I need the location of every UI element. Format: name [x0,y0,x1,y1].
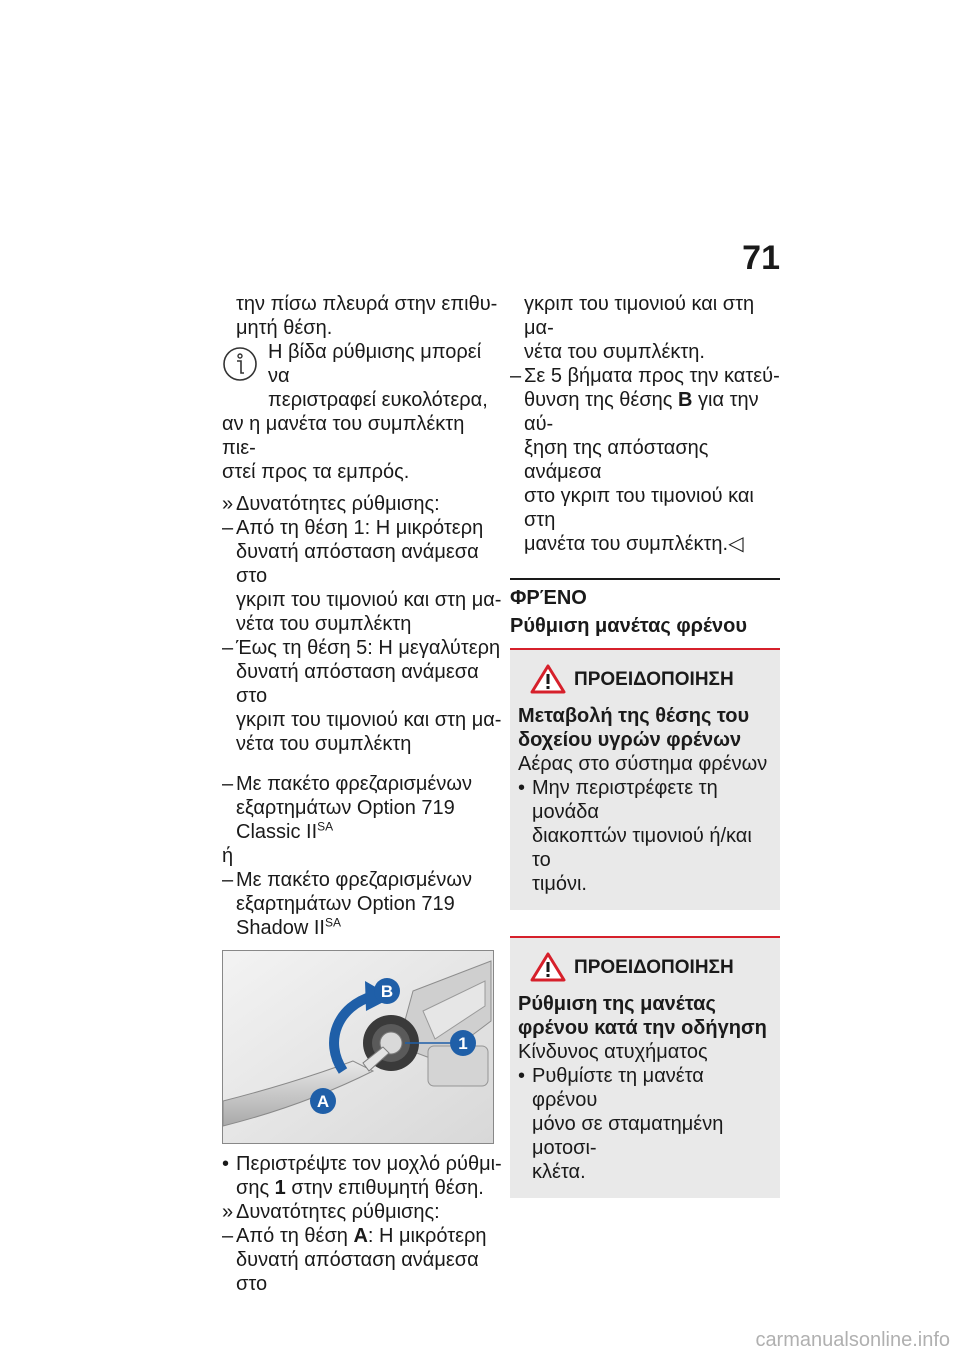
warning-cause: Αέρας στο σύστημα φρένων [518,753,768,775]
sa-mark: SA [324,915,341,930]
note-line: αν η μανέτα του συμπλέκτη πιε- [222,413,465,459]
package-condition: – Με πακέτο φρεζαρισμένων εξαρτημάτων Option 719 Shadow $II^{SA}$ [222,869,472,939]
possibilities-heading: » Δυνατότητες ρύθμισης: [222,1201,440,1223]
clutch-lever-photo [222,950,494,1144]
left-column [222,292,502,1296]
callout-b: B [380,982,394,1001]
possibilities-heading: » Δυνατότητες ρύθμισης: [222,493,440,515]
bullet-mark: • [518,777,526,799]
note-line: στεί προς τα εμπρός. [222,461,410,483]
warning-title: δοχείου υγρών φρένων [518,729,742,751]
package-condition: – Με πακέτο φρεζαρισμένων εξαρτημάτων Option 719 Classic $II^{SA}$ [222,773,472,843]
continued-text [222,292,502,340]
info-note [222,340,502,484]
step-item: • Περιστρέψτε τον μοχλό ρύθμι- σης 1 στην επιθυμητή θέση. [222,1153,502,1199]
note-line: περιστραφεί ευκολότερα, [268,389,488,411]
warning-title: Ρύθμιση της μανέτας [518,993,716,1015]
warning-label: ΠΡΟΕΙΔΟΠΟΙΗΣΗ [574,669,734,690]
option-item: – Από τη θέση A: Η μικρότερη δυνατή απόσταση ανάμεσα στο [222,1225,487,1295]
bullet-mark: • [518,1065,526,1087]
warning-box [510,938,780,1198]
warning-title: Μεταβολή της θέσης του [518,705,750,727]
right-column [510,292,780,1198]
text-line: μητή θέση. [236,317,333,339]
dash-mark: – [222,869,234,891]
warning-triangle-icon [530,952,566,982]
dash-mark: – [222,773,234,795]
warning-box [510,650,780,910]
dash-mark: – [510,365,522,387]
note-line: Η βίδα ρύθμισης μπορεί να [268,341,482,387]
warning-label: ΠΡΟΕΙΔΟΠΟΙΗΣΗ [574,957,734,978]
chevron-mark: » [222,493,234,515]
info-icon [222,346,258,382]
dash-mark: – [222,637,234,659]
clutch-lever-illustration [223,951,493,1143]
warning-triangle-icon [530,664,566,694]
continued-text: γκριπ του τιμονιού και στη μα- νέτα του συμπλέκτη. [524,293,755,363]
section-subtitle: Ρύθμιση μανέτας φρένου [510,615,748,637]
text-line: την πίσω πλευρά στην επιθυ- [236,293,498,315]
warning-action: • Ρυθμίστε τη μανέτα φρένου μόνο σε σταματημένη μοτοσι- κλέτα. [518,1065,724,1183]
warning-action: • Μην περιστρέφετε τη μονάδα διακοπτών τιμονιού ή/και το τιμόνι. [518,777,752,895]
warning-cause: Κίνδυνος ατυχήματος [518,1041,708,1063]
callout-1: 1 [458,1034,468,1053]
dash-mark: – [222,517,234,539]
page-number: 71 [742,239,780,277]
callout-a: A [316,1092,330,1111]
dash-mark: – [222,1225,234,1247]
bullet-mark: • [222,1153,230,1175]
sa-mark: SA [317,819,334,834]
warning-title: φρένου κατά την οδήγηση [518,1017,767,1039]
watermark-text: carmanualsonline.info [755,1329,950,1351]
section-title: ΦΡΈΝΟ [510,587,587,609]
chevron-mark: » [222,1201,234,1223]
section-rule [510,578,780,580]
or-text: ή [222,845,234,867]
option-item: – Έως τη θέση 5: Η μεγαλύτερη δυνατή απόσταση ανάμεσα στο γκριπ του τιμονιού και στη μα- νέτα του συμπλέκτη [222,637,502,755]
option-item: – Σε 5 βήματα προς την κατεύ- θυνση της θέσης B για την αύ- ξηση της απόστασης ανάμεσα στο γκριπ του τιμονιού και στη μανέτα του συμπλέκτη.◁ [510,365,780,555]
option-item: – Από τη θέση 1: Η μικρότερη δυνατή απόσταση ανάμεσα στο γκριπ του τιμονιού και στη μα- νέτα του συμπλέκτη [222,517,502,635]
